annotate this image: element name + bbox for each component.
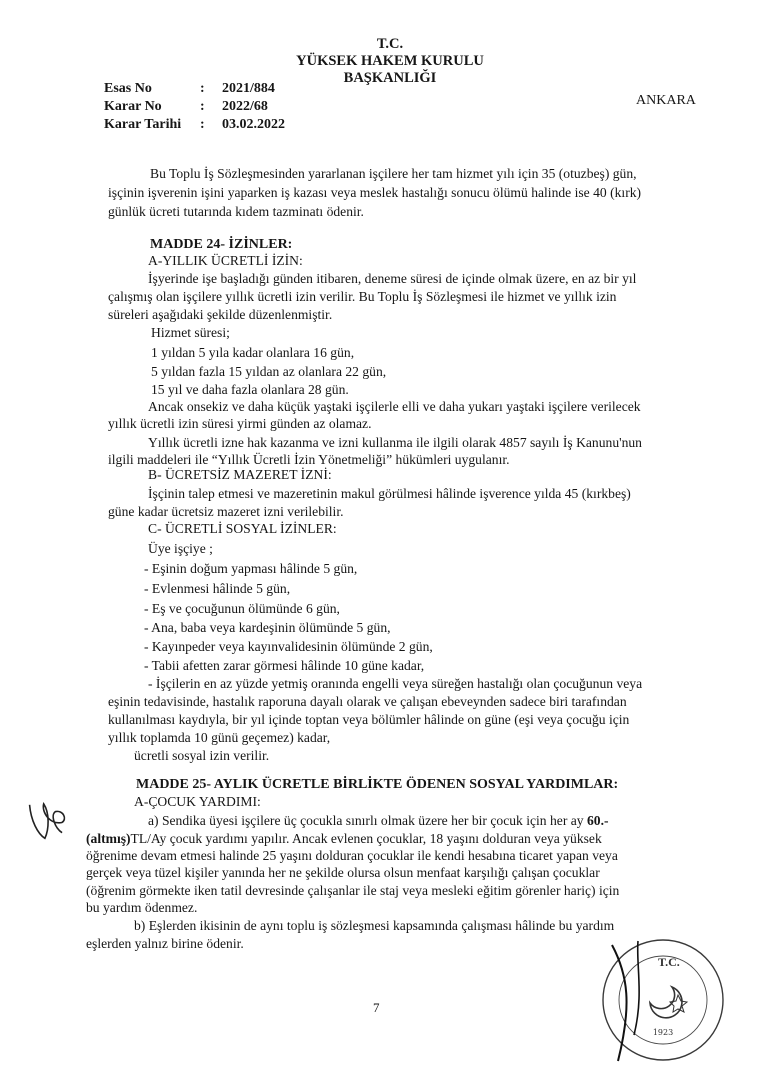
yillik-izin-title: A-YILLIK ÜCRETLİ İZİN: <box>148 253 303 268</box>
sosyal-item-7: - İşçilerin en az yüzde yetmiş oranında engelli veya süreğen hastalığı olan çocuğunun veya <box>148 676 643 691</box>
m25-a-line-2-text: TL/Ay çocuk yardımı yapılır. Ancak evlenen çocuklar, 18 yaşını dolduran veya yüksek <box>130 831 602 846</box>
header-dept: BAŞKANLIĞI <box>343 70 437 86</box>
amount-60: 60.- <box>587 813 609 828</box>
handwritten-initial <box>22 791 77 857</box>
m25-a-line-1-text: a) Sendika üyesi işçilere üç çocukla sınırlı olmak üzere her bir çocuk için her ay <box>148 813 584 828</box>
m25-b-line-1: b) Eşlerden ikisinin de aynı toplu iş sözleşmesi kapsamında çalışması hâlinde bu yardım <box>134 918 615 933</box>
initial-scribble-icon <box>22 791 75 847</box>
sosyal-item-5: - Kayınpeder veya kayınvalidesinin ölümünde 2 gün, <box>144 639 433 654</box>
sosyal-item-2: - Evlenmesi hâlinde 5 gün, <box>144 581 291 596</box>
sosyal-izin-closing: ücretli sosyal izin verilir. <box>134 748 270 763</box>
m25-b-line-2: eşlerden yalnız birine ödenir. <box>86 936 244 951</box>
hizmet-line-3: 15 yıl ve daha fazla olanlara 28 gün. <box>151 382 349 397</box>
ucretsiz-izin-title: B- ÜCRETSİZ MAZERET İZNİ: <box>148 467 332 482</box>
m25-a-line-1 <box>148 812 609 829</box>
sosyal-item-1: - Eşinin doğum yapması hâlinde 5 gün, <box>144 561 358 576</box>
karar-label: Karar No <box>104 99 162 114</box>
esas-label: Esas No <box>104 81 152 96</box>
m24-b-line-2: yıllık ücretli izin süresi yirmi günden az olamaz. <box>108 416 372 431</box>
sosyal-item-6: - Tabii afetten zarar görmesi hâlinde 10 güne kadar, <box>144 658 425 673</box>
city: ANKARA <box>636 93 696 108</box>
m24-c-line-2: ilgili maddeleri ile “Yıllık Ücretli İzin Yönetmeliği” hükümleri uygulanır. <box>108 452 510 467</box>
intro-line-1: Bu Toplu İş Sözleşmesinden yararlanan işçilere her tam hizmet yılı için 35 (otuzbeş) gün, <box>150 166 637 181</box>
ucretsiz-line-1: İşçinin talep etmesi ve mazeretinin makul görülmesi hâlinde işverence yılda 45 (kırkbeş) <box>148 486 631 501</box>
official-seal <box>598 935 728 1070</box>
intro-line-3: günlük ücreti tutarında kıdem tazminatı ödenir. <box>108 204 364 219</box>
madde-25-title: MADDE 25- AYLIK ÜCRETLE BİRLİKTE ÖDENEN SOSYAL YARDIMLAR: <box>136 777 619 792</box>
sosyal-izin-title: C- ÜCRETLİ SOSYAL İZİNLER: <box>148 521 337 536</box>
sosyal-item-7-line-2: eşinin tedavisinde, hastalık raporuna dayalı olarak ve çalışan ebeveynden sadece biri tarafından <box>108 694 627 709</box>
cocuk-yardimi-title: A-ÇOCUK YARDIMI: <box>134 794 261 809</box>
intro-line-2: işçinin işverenin işini yaparken iş kazası veya meslek hastalığı sonucu ölümü halinde ise 40 (kırk) <box>108 185 642 200</box>
madde-24-title: MADDE 24- İZİNLER: <box>150 237 293 252</box>
m24-a-line-1: İşyerinde işe başladığı günden itibaren, deneme süresi de içinde olmak üzere, en az bir yıl <box>148 271 637 286</box>
header-org: YÜKSEK HAKEM KURULU <box>296 53 484 69</box>
hizmet-line-1: 1 yıldan 5 yıla kadar olanlara 16 gün, <box>151 345 355 360</box>
m25-a-line-2 <box>86 830 602 847</box>
karar-value: 2022/68 <box>222 99 268 114</box>
seal-label: T.C. <box>658 955 680 969</box>
svg-text:1923: 1923 <box>652 1028 674 1037</box>
m24-b-line-1: Ancak onsekiz ve daha küçük yaştaki işçilerle elli ve daha yukarı yaştaki işçilere verilecek <box>148 399 641 414</box>
sosyal-item-7-line-4: yıllık toplamda 10 günü geçemez) kadar, <box>108 730 331 745</box>
tarih-label: Karar Tarihi <box>104 117 182 132</box>
m24-a-line-2: çalışmış olan işçilere yıllık ücretli izin verilir. Bu Toplu İş Sözleşmesi ile hizmet ve yıllık izin <box>108 289 617 304</box>
tarih-value: 03.02.2022 <box>222 117 285 132</box>
page-number: 7 <box>373 1000 380 1015</box>
m25-a-line-5: (öğrenim görmekte iken tatil devresinde çalışanlar ile staj veya mesleki eğitim görenler hariç) için <box>86 883 620 898</box>
uye-isciye: Üye işçiye ; <box>148 541 213 556</box>
m25-a-line-3: öğrenime devam etmesi halinde 25 yaşını dolduran çocuklar ile kendi hesabına ticaret yapan veya <box>86 848 618 863</box>
sosyal-item-7-line-3: kullanılması kaydıyla, bir yıl içinde toptan veya bölümler hâlinde on güne (eşi veya çocuğu için <box>108 712 630 727</box>
karar-colon: : <box>200 99 205 114</box>
m25-a-line-6: bu yardım ödenmez. <box>86 900 198 915</box>
ucretsiz-line-2: güne kadar ücretsiz mazeret izni verilebilir. <box>108 504 344 519</box>
tarih-colon: : <box>200 117 205 132</box>
m25-a-line-4: gerçek veya tüzel kişiler yanında her ne şekilde olursa olsun menfaat karşılığı çalışan çocuklar <box>86 865 600 880</box>
m24-a-line-3: süreleri aşağıdaki şekilde düzenlenmiştir. <box>108 307 333 322</box>
hizmet-suresi: Hizmet süresi; <box>151 325 230 340</box>
hizmet-line-2: 5 yıldan fazla 15 yıldan az olanlara 22 gün, <box>151 364 387 379</box>
esas-value: 2021/884 <box>222 81 275 96</box>
sosyal-item-3: - Eş ve çocuğunun ölümünde 6 gün, <box>144 601 340 616</box>
esas-colon: : <box>200 81 205 96</box>
m24-c-line-1: Yıllık ücretli izne hak kazanma ve izni kullanma ile ilgili olarak 4857 sayılı İş Kanunu'nun <box>148 435 642 450</box>
header-tc: T.C. <box>376 36 404 52</box>
amount-altmis: (altmış) <box>86 831 131 846</box>
sosyal-item-4: - Ana, baba veya kardeşinin ölümünde 5 gün, <box>144 620 391 635</box>
